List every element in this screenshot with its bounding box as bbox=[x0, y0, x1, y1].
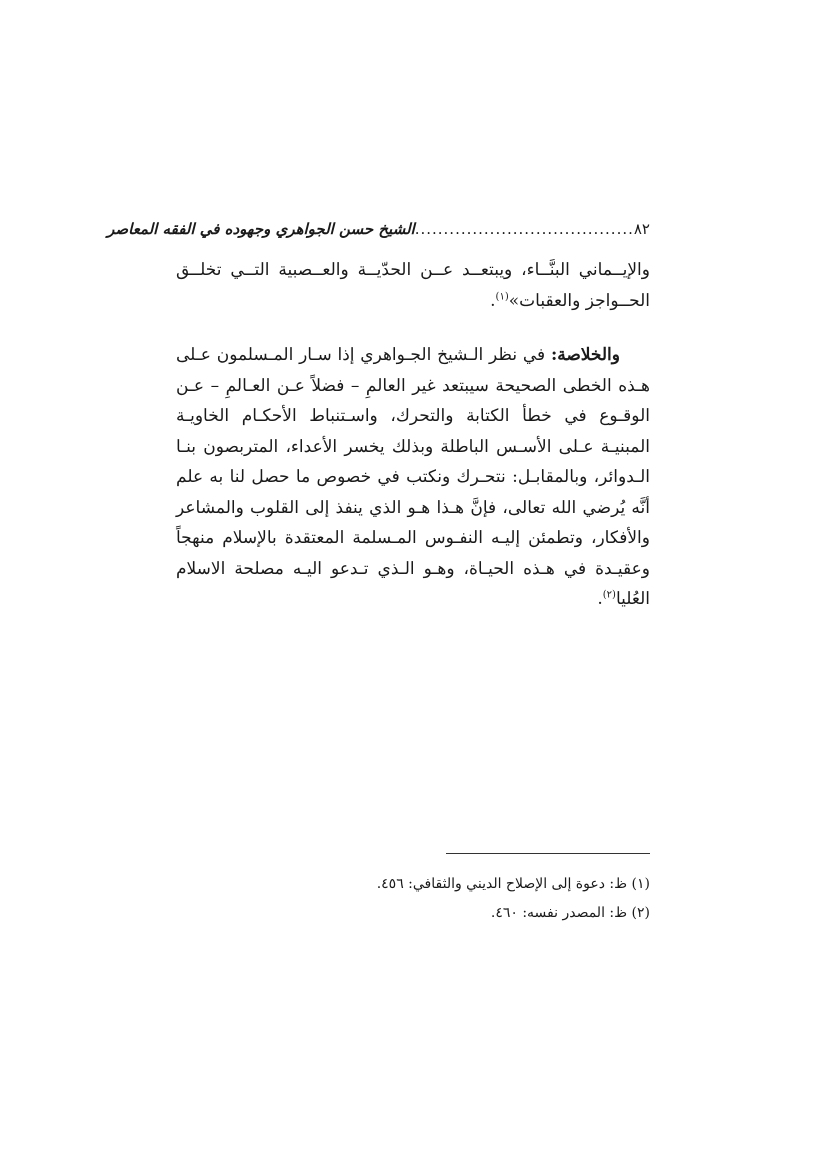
paragraph-lead-word: والخلاصة: bbox=[550, 345, 620, 365]
paragraph-2-end: . bbox=[597, 589, 603, 609]
footnote-separator bbox=[446, 853, 650, 854]
footnote-1: (١) ظ: دعوة إلى الإصلاح الديني والثقافي: ٤٥٦. bbox=[376, 876, 650, 892]
running-header bbox=[107, 218, 650, 240]
footnote-ref-1[interactable]: (١) bbox=[495, 290, 509, 302]
page-number: ٨٢ bbox=[633, 220, 650, 238]
footnotes bbox=[176, 870, 650, 928]
paragraph-1-text: والإيــماني البنَّــاء، ويبتعــد عــن الحدّيــة والعــصبية التــي تخلــق الحــواجز والعقبات» bbox=[176, 260, 650, 311]
footnote-2: (٢) ظ: المصدر نفسه: ٤٦٠. bbox=[490, 905, 650, 921]
paragraph-continuation bbox=[176, 255, 650, 316]
paragraph-2-text: في نظر الـشيخ الجـواهري إذا سـار المـسلمون عـلى هـذه الخطى الصحيحة سيبتعد غير العالمِ – فضلاً عـن العـالمِ – عـن الوقـوع في خطأ الكتابة والتحرك، واسـتنباط الأحكـام الخاويـة المبنيـة عـلى الأسـس الباطلة وبذلك يخسر الأعداء، المتربصون بنـا الـدوائر، وبالمقابـل: نتحـرك ونكتب في خصوص ما حصل لنا به علم أنَّه يُرضي الله تعالى، فإنَّ هـذا هـو الذي ينفذ إلى القلوب والمشاعر والأفكار، وتطمئن إليـه النفـوس المـسلمة المعتقدة بالإسلام منهجاً وعقيـدة في هـذه الحيـاة، وهـو الـذي تـدعو اليـه مصلحة الاسلام العُليا bbox=[176, 345, 650, 609]
paragraph-1-end: . bbox=[490, 290, 496, 311]
header-dot-leader: ...................................... bbox=[414, 220, 634, 238]
paragraph-conclusion bbox=[176, 340, 650, 615]
running-header-title: الشيخ حسن الجواهري وجهوده في الفقه المعاصر bbox=[107, 220, 415, 238]
footnote-ref-2[interactable]: (٢) bbox=[602, 589, 616, 601]
